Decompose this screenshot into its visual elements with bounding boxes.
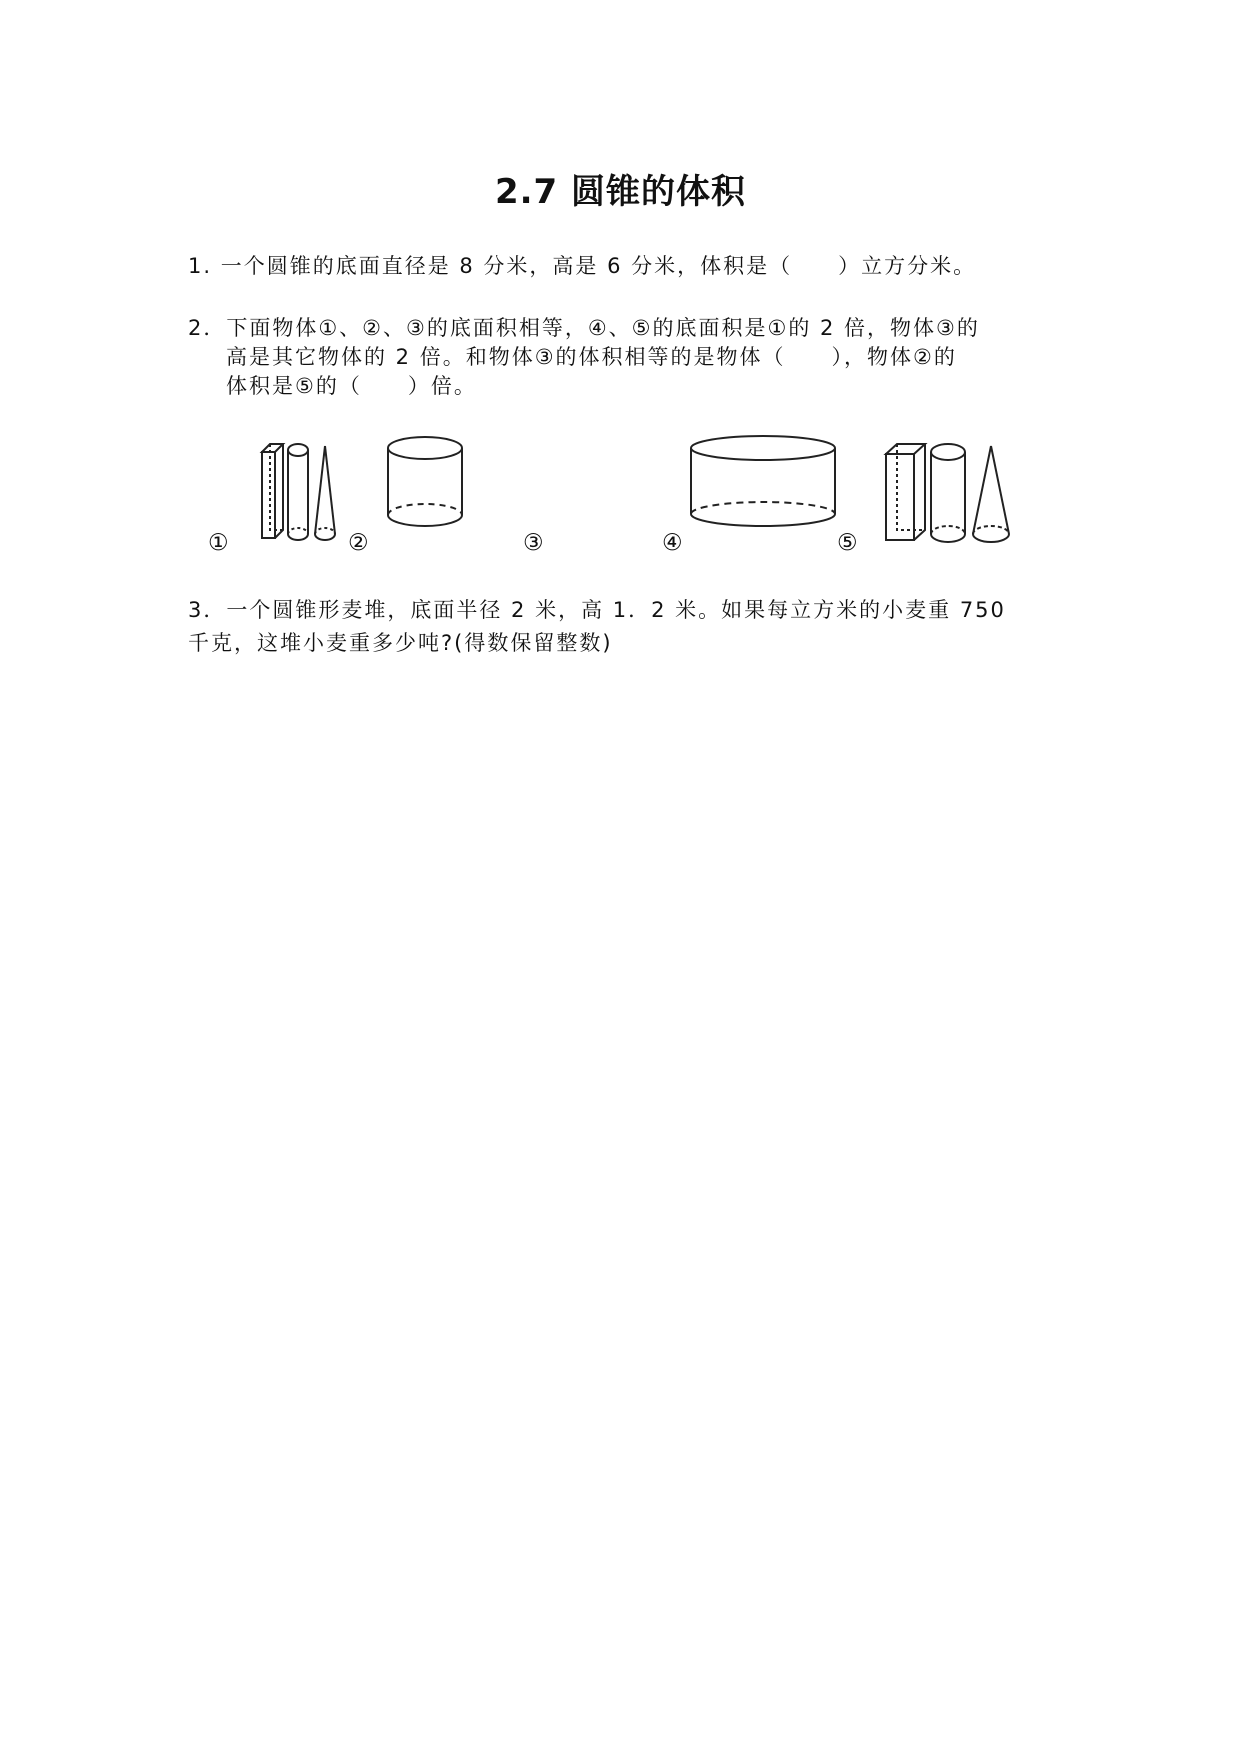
small-prism-1 bbox=[262, 444, 283, 538]
small-cylinder-1 bbox=[288, 444, 308, 540]
figure-label-5: ⑤ bbox=[837, 530, 858, 556]
figure-label-4: ④ bbox=[662, 530, 683, 556]
question-2-line-2: 高是其它物体的 2 倍。和物体③的体积相等的是物体（ ），物体②的 bbox=[226, 345, 957, 369]
cone-5 bbox=[973, 446, 1009, 542]
question-3 bbox=[188, 594, 1068, 660]
cylinder-2 bbox=[388, 437, 462, 526]
cylinder-5 bbox=[931, 444, 965, 542]
cylinder-4 bbox=[691, 436, 835, 526]
solids-drawing bbox=[0, 430, 1241, 560]
prism-5 bbox=[886, 444, 925, 540]
question-1-text: 1. 一个圆锥的底面直径是 8 分米，高是 6 分米，体积是（ ）立方分米。 bbox=[188, 254, 977, 278]
question-2-line-3: 体积是⑤的（ ）倍。 bbox=[226, 374, 477, 398]
solids-figure bbox=[0, 430, 1241, 560]
question-3-line-2: 千克，这堆小麦重多少吨?(得数保留整数) bbox=[188, 631, 613, 655]
page-title: 2.7 圆锥的体积 bbox=[494, 172, 747, 212]
question-1 bbox=[188, 252, 1068, 281]
figure-label-1: ① bbox=[208, 530, 229, 556]
question-2 bbox=[188, 314, 1068, 401]
question-2-line-1: 2．下面物体①、②、③的底面积相等，④、⑤的底面积是①的 2 倍，物体③的 bbox=[188, 316, 980, 340]
question-3-line-1: 3．一个圆锥形麦堆，底面半径 2 米，高 1．2 米。如果每立方米的小麦重 750 bbox=[188, 598, 1006, 622]
figure-label-3: ③ bbox=[523, 530, 544, 556]
figure-label-2: ② bbox=[348, 530, 369, 556]
small-cone-1 bbox=[315, 446, 335, 540]
